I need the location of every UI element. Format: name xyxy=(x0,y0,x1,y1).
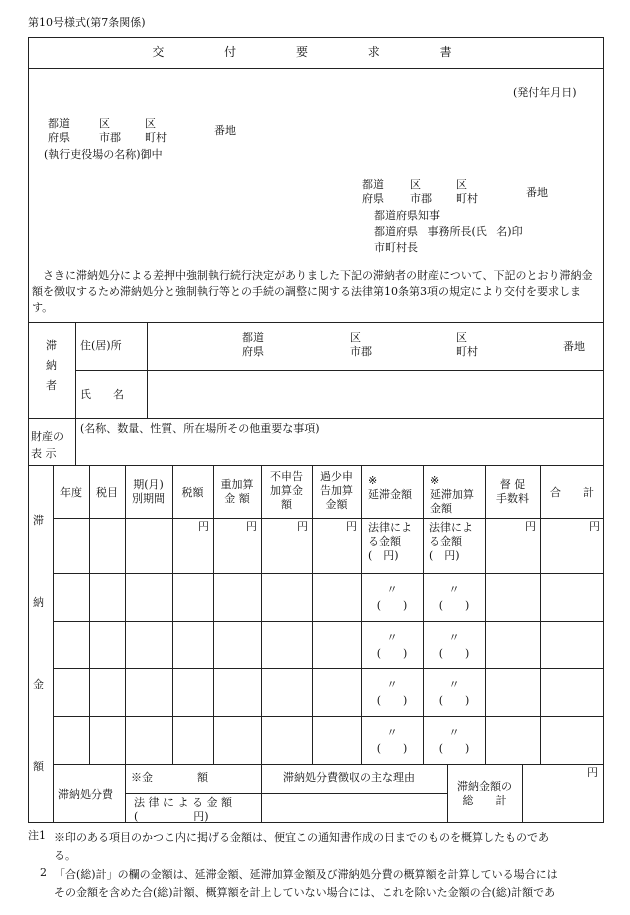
ditto-cell: 〃 ( ) xyxy=(438,726,470,755)
debtor-town: 区 町村 xyxy=(456,331,478,358)
sender-title-mayor: 市町村長 xyxy=(374,241,418,254)
note-1-number: 注1 xyxy=(28,829,46,842)
header-under-filing-additional: 過少申 告加算 金額 xyxy=(320,470,353,511)
header-dunning-fee: 督 促 手数料 xyxy=(496,478,529,505)
sender-city: 区 市郡 xyxy=(410,178,432,205)
amount-side-label-4: 額 xyxy=(33,760,44,773)
recipient-town: 区 町村 xyxy=(145,117,167,144)
property-label: 財産の 表 示 xyxy=(31,430,64,460)
yen-non-filing: 円 xyxy=(297,520,308,533)
disposition-legal-label: 法 律 に よ る 金 額 xyxy=(134,796,232,809)
header-year: 年度 xyxy=(60,486,82,499)
yen-heavy: 円 xyxy=(246,520,257,533)
disposition-cost-label: 滞納処分費 xyxy=(58,788,113,801)
header-non-filing-additional: 不申告 加算金 額 xyxy=(270,470,303,511)
yen-dunning: 円 xyxy=(525,520,536,533)
note-2-number: 2 xyxy=(40,866,47,879)
legal-amount-delinquency: 法律によ る金額 ( 円) xyxy=(368,521,412,562)
header-delinquency: ※ 延滞金額 xyxy=(368,474,412,501)
debtor-name-label: 氏 名 xyxy=(80,388,124,401)
sender-town: 区 町村 xyxy=(456,178,478,205)
amount-side-label-1: 滞 xyxy=(33,514,44,527)
header-tax-item: 税目 xyxy=(96,486,118,499)
issue-date: (発付年月日) xyxy=(513,86,577,99)
form-label: 第10号様式(第7条関係) xyxy=(28,16,146,29)
legal-amount-delinquency-additional: 法律によ る金額 ( 円) xyxy=(429,521,473,562)
recipient-prefecture: 都道 府県 xyxy=(48,117,70,144)
yen-tax: 円 xyxy=(198,520,209,533)
header-period: 期(月) 別期間 xyxy=(132,478,165,505)
document-title: 交 付 要 求 書 xyxy=(152,45,480,59)
ditto-cell: 〃 ( ) xyxy=(438,583,470,612)
header-total: 合 計 xyxy=(550,486,594,499)
debtor-city: 区 市郡 xyxy=(350,331,372,358)
yen-total: 円 xyxy=(589,520,600,533)
recipient-banchi: 番地 xyxy=(214,124,236,137)
header-delinquency-additional: ※ 延滞加算 金額 xyxy=(430,474,474,515)
disposition-reason-label: 滞納処分費徴収の主な理由 xyxy=(283,771,415,784)
yen-under-filing: 円 xyxy=(346,520,357,533)
disposition-legal-paren: ( 円) xyxy=(134,810,209,823)
grand-total-label: 滞納金額の 総 計 xyxy=(457,780,512,807)
property-hint: (名称、数量、性質、所在場所その他重要な事項) xyxy=(80,422,320,435)
header-tax-amount: 税額 xyxy=(181,486,204,499)
ditto-cell: 〃 ( ) xyxy=(376,678,408,707)
debtor-banchi: 番地 xyxy=(563,340,585,353)
sender-title-governor: 都道府県知事 xyxy=(374,209,440,222)
debtor-prefecture: 都道 府県 xyxy=(242,331,264,358)
amount-side-label-2: 納 xyxy=(33,596,44,609)
recipient-office: (執行吏役場の名称)御中 xyxy=(44,148,163,161)
debtor-address-label: 住(居)所 xyxy=(80,339,122,352)
sender-banchi: 番地 xyxy=(526,186,548,199)
ditto-cell: 〃 ( ) xyxy=(438,631,470,660)
disposition-amount-label: ※金 額 xyxy=(131,771,208,784)
amount-side-label-3: 金 xyxy=(33,678,44,691)
recipient-city: 区 市郡 xyxy=(99,117,121,144)
ditto-cell: 〃 ( ) xyxy=(376,583,408,612)
note-1-text: ※印のある項目のかつこ内に掲げる金額は、便宜この通知書作成の日までのものを概算したものであ る。 xyxy=(54,831,549,862)
ditto-cell: 〃 ( ) xyxy=(376,631,408,660)
note-2-text: 「合(総)計」の欄の金額は、延滞金額、延滞加算金額及び滞納処分費の概算額を計算している場合には その金額を含めた合(総)計額、概算額を計上していない場合には、これを除いた金額の合(総)計額であ xyxy=(54,868,558,899)
ditto-cell: 〃 ( ) xyxy=(376,726,408,755)
sender-title-office-head: 都道府県 事務所長(氏 名)印 xyxy=(374,225,523,238)
ditto-cell: 〃 ( ) xyxy=(438,678,470,707)
debtor-label: 滞 納 者 xyxy=(46,339,57,392)
sender-prefecture: 都道 府県 xyxy=(362,178,384,205)
grand-total-yen: 円 xyxy=(587,766,598,779)
request-body-text: さきに滞納処分による差押中強制執行続行決定がありました下記の滞納者の財産について、下記のとおり滞納金額を徴収するため滞納処分と強制執行等との手続の調整に関する法律第10条第3項の規定により交付を要求します。 xyxy=(32,269,593,314)
header-heavy-additional: 重加算 金 額 xyxy=(220,478,254,505)
